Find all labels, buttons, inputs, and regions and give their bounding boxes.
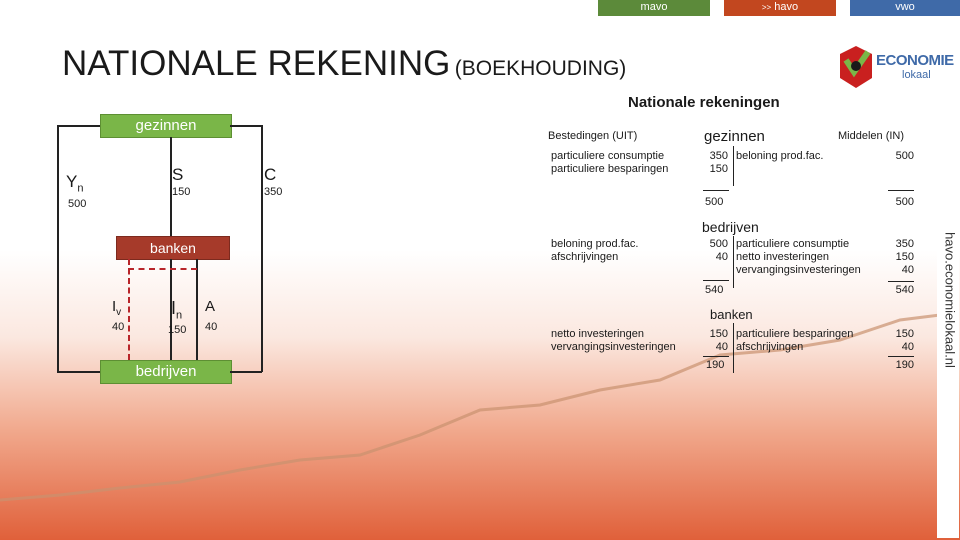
a-value: 40 — [205, 321, 218, 333]
in-label — [171, 298, 182, 322]
total-line — [888, 190, 914, 191]
account-gezinnen-left-total: 500 — [705, 196, 724, 208]
account-bedrijven-left-total: 540 — [705, 284, 724, 296]
trend-line-decoration — [0, 260, 960, 540]
account-bedrijven-right-total: 540 — [895, 284, 914, 296]
account-bedrijven-title: bedrijven — [702, 219, 759, 235]
yn-value: 500 — [68, 198, 87, 210]
flow-line — [261, 125, 263, 372]
side-url-text: havo.economielokaal.nl — [942, 232, 958, 368]
c-label: C — [264, 165, 277, 184]
s-value: 150 — [172, 186, 191, 198]
flow-line — [196, 259, 198, 360]
account-banken-right-labels: particuliere besparingen afschrijvingen — [736, 328, 854, 353]
total-line — [888, 281, 914, 282]
logo-word: ECONOMIE — [876, 52, 954, 69]
account-gezinnen-left-labels: particuliere consumptie particuliere besparingen — [551, 150, 669, 175]
total-line — [703, 190, 729, 191]
in-value: 150 — [168, 324, 187, 336]
yn-letter: Y — [66, 172, 78, 191]
account-bedrijven-left-values: 500 40 — [709, 238, 728, 263]
flow-line — [57, 371, 100, 373]
iv-label — [112, 298, 121, 318]
tab-havo-prefix: >> — [761, 3, 772, 12]
account-bedrijven-right-values: 350 150 40 — [895, 238, 914, 276]
logo-sub: lokaal — [902, 69, 931, 81]
dashed-flow — [128, 268, 197, 270]
logo-mark-icon — [836, 42, 876, 92]
flow-line — [57, 125, 59, 372]
tab-mavo-label: mavo — [640, 1, 668, 13]
total-line — [888, 356, 914, 357]
box-banken — [116, 236, 230, 260]
in-letter: I — [171, 298, 177, 318]
account-banken-right-total: 190 — [895, 359, 914, 371]
title-sub: (BOEKHOUDING) — [454, 57, 627, 80]
s-label: S — [172, 165, 184, 184]
page-title — [62, 44, 626, 84]
tab-havo-label: havo — [774, 1, 799, 13]
box-gezinnen — [100, 114, 232, 138]
account-gezinnen-right-labels: beloning prod.fac. — [736, 150, 824, 162]
a-label: A — [205, 298, 216, 315]
account-gezinnen-right-values: 500 — [895, 150, 914, 162]
c-value: 350 — [264, 186, 283, 198]
iv-value: 40 — [112, 321, 125, 333]
tab-mavo[interactable] — [598, 0, 710, 16]
account-divider — [733, 236, 734, 288]
account-bedrijven-left-labels: beloning prod.fac. afschrijvingen — [551, 238, 639, 263]
box-bedrijven-label: bedrijven — [135, 363, 197, 380]
tab-havo[interactable] — [724, 0, 836, 16]
total-line — [703, 280, 729, 281]
tab-vwo[interactable] — [850, 0, 960, 16]
account-divider — [733, 323, 734, 373]
account-gezinnen-left-values: 350 150 — [709, 150, 728, 175]
yn-label — [66, 172, 83, 194]
logo — [836, 42, 954, 92]
account-bedrijven-right-labels: particuliere consumptie netto investeringen vervangingsinvesteringen — [736, 238, 861, 276]
flow-line — [230, 125, 262, 127]
box-gezinnen-label: gezinnen — [135, 117, 197, 134]
account-banken-left-values: 150 40 — [709, 328, 728, 353]
account-banken-left-labels: netto investeringen vervangingsinvesteringen — [551, 328, 676, 353]
account-banken-title: banken — [710, 307, 753, 322]
iv-sub: v — [116, 307, 122, 318]
accounts-heading: Nationale rekeningen — [628, 94, 780, 111]
account-gezinnen-title: gezinnen — [704, 128, 765, 145]
box-banken-label: banken — [150, 240, 196, 256]
accounts-left-header: Bestedingen (UIT) — [548, 130, 638, 142]
title-main: NATIONALE REKENING — [62, 44, 451, 83]
yn-sub: n — [77, 182, 84, 195]
total-line — [703, 356, 729, 357]
account-gezinnen-right-total: 500 — [895, 196, 914, 208]
iv-letter: I — [112, 298, 117, 315]
accounts-right-header: Middelen (IN) — [838, 130, 905, 142]
tab-vwo-label: vwo — [895, 1, 915, 13]
account-banken-left-total: 190 — [706, 359, 725, 371]
box-bedrijven — [100, 360, 232, 384]
dashed-flow — [128, 259, 130, 360]
flow-line — [57, 125, 100, 127]
in-sub: n — [176, 309, 183, 322]
account-divider — [733, 146, 734, 186]
flow-line — [230, 371, 262, 373]
account-banken-right-values: 150 40 — [895, 328, 914, 353]
